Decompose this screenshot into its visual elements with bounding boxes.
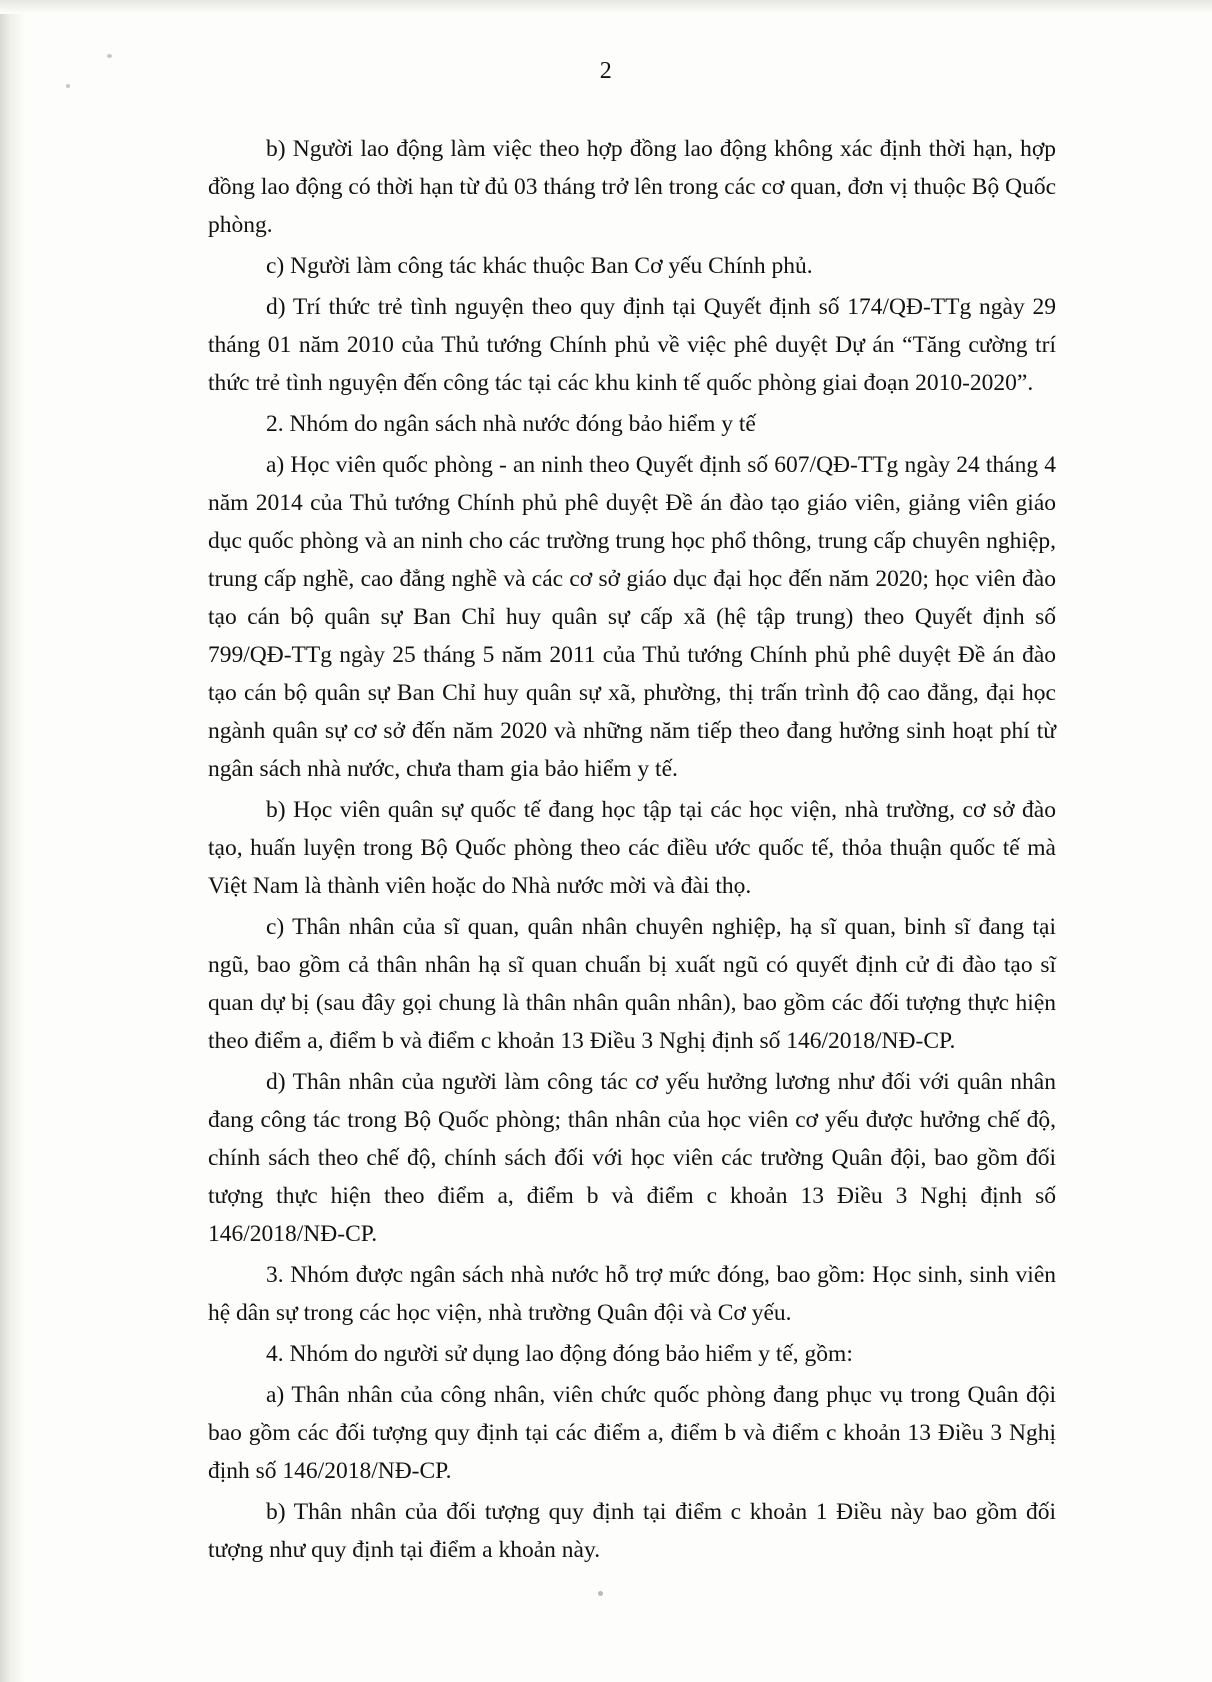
scan-edge-top [0, 0, 1212, 14]
paragraph: d) Trí thức trẻ tình nguyện theo quy định tại Quyết định số 174/QĐ-TTg ngày 29 tháng 01 năm 2010 của Thủ tướng Chính phủ về việc phê duyệt Dự án “Tăng cường trí thức trẻ tình nguyện đến công tác tại các khu kinh tế quốc phòng giai đoạn 2010-2020”. [208, 294, 1056, 396]
paragraph: d) Thân nhân của người làm công tác cơ yếu hưởng lương như đối với quân nhân đang công tác trong Bộ Quốc phòng; thân nhân của học viên cơ yếu được hưởng chế độ, chính sách theo chế độ, chính sách đối với học viên các trường Quân đội, bao gồm đối tượng thực hiện theo điểm a, điểm b và điểm c khoản 13 Điều 3 Nghị định số 146/2018/NĐ-CP. [208, 1069, 1056, 1247]
paragraph: b) Học viên quân sự quốc tế đang học tập tại các học viện, nhà trường, cơ sở đào tạo, huấn luyện trong Bộ Quốc phòng theo các điều ước quốc tế, thỏa thuận quốc tế mà Việt Nam là thành viên hoặc do Nhà nước mời và đài thọ. [208, 797, 1056, 899]
document-body [208, 130, 1056, 1572]
scan-speck [598, 1591, 603, 1596]
paragraph: a) Thân nhân của công nhân, viên chức quốc phòng đang phục vụ trong Quân đội bao gồm các đối tượng quy định tại các điểm a, điểm b và điểm c khoản 13 Điều 3 Nghị định số 146/2018/NĐ-CP. [208, 1382, 1056, 1484]
paragraph: b) Người lao động làm việc theo hợp đồng lao động không xác định thời hạn, hợp đồng lao động có thời hạn từ đủ 03 tháng trở lên trong các cơ quan, đơn vị thuộc Bộ Quốc phòng. [208, 136, 1056, 238]
paragraph: a) Học viên quốc phòng - an ninh theo Quyết định số 607/QĐ-TTg ngày 24 tháng 4 năm 2014 của Thủ tướng Chính phủ phê duyệt Đề án đào tạo giáo viên, giảng viên giáo dục quốc phòng và an ninh cho các trường trung học phổ thông, trung cấp chuyên nghiệp, trung cấp nghề, cao đẳng nghề và các cơ sở giáo dục đại học đến năm 2020; học viên đào tạo cán bộ quân sự Ban Chỉ huy quân sự cấp xã (hệ tập trung) theo Quyết định số 799/QĐ-TTg ngày 25 tháng 5 năm 2011 của Thủ tướng Chính phủ phê duyệt Đề án đào tạo cán bộ quân sự Ban Chỉ huy quân sự xã, phường, thị trấn trình độ cao đẳng, đại học ngành quân sự cơ sở đến năm 2020 và những năm tiếp theo đang hưởng sinh hoạt phí từ ngân sách nhà nước, chưa tham gia bảo hiểm y tế. [208, 452, 1056, 782]
paragraph: 4. Nhóm do người sử dụng lao động đóng bảo hiểm y tế, gồm: [266, 1341, 853, 1367]
scan-edge-left [0, 0, 26, 1682]
paragraph: c) Người làm công tác khác thuộc Ban Cơ yếu Chính phủ. [266, 253, 813, 279]
paragraph: 2. Nhóm do ngân sách nhà nước đóng bảo hiểm y tế [266, 411, 756, 437]
paragraph: b) Thân nhân của đối tượng quy định tại điểm c khoản 1 Điều này bao gồm đối tượng như quy định tại điểm a khoản này. [208, 1499, 1056, 1563]
page-number: 2 [599, 58, 613, 84]
paragraph: c) Thân nhân của sĩ quan, quân nhân chuyên nghiệp, hạ sĩ quan, binh sĩ đang tại ngũ, bao gồm cả thân nhân hạ sĩ quan chuẩn bị xuất ngũ có quyết định cử đi đào tạo sĩ quan dự bị (sau đây gọi chung là thân nhân quân nhân), bao gồm các đối tượng thực hiện theo điểm a, điểm b và điểm c khoản 13 Điều 3 Nghị định số 146/2018/NĐ-CP. [208, 914, 1056, 1054]
paragraph: 3. Nhóm được ngân sách nhà nước hỗ trợ mức đóng, bao gồm: Học sinh, sinh viên hệ dân sự trong các học viện, nhà trường Quân đội và Cơ yếu. [208, 1262, 1056, 1326]
